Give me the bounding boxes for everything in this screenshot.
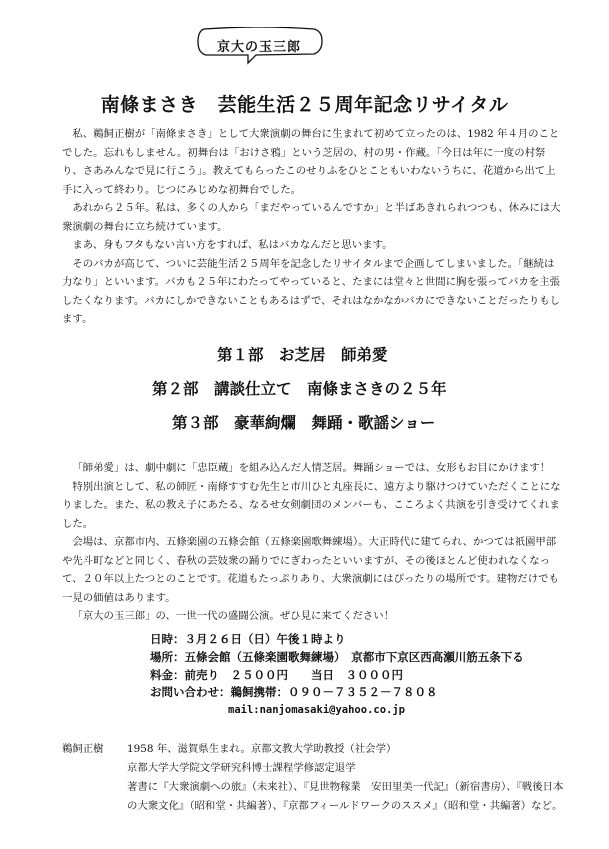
profile-line: 1958 年、滋賀県生まれ。京都文教大学助教授（社会学）: [127, 743, 397, 755]
details-paragraph: 会場は、京都市内、五條楽園の五條会館（五條楽園歌舞練場）。大正時代に建てられ、かつては祇園甲部や先斗町などと同じく、春秋の芸妓衆の踊りでにぎわったといいますが、その後ほとんど使われなくなって、２０年以上たつとのことです。花道もたっぷりあり、大衆演劇にはぴったりの場所です。建物だけでも一見の価値はあります。: [62, 536, 559, 604]
program-part-3: 第３部 豪華絢爛 舞踊・歌謡ショー: [172, 414, 436, 432]
event-price: 料金：前売り ２５００円 当日 ３０００円: [150, 667, 403, 682]
details-paragraph: 「京大の玉三郎」の、一世一代の盛闘公演。ぜひ見に来てください！: [72, 610, 395, 622]
intro-paragraph: まあ、身もフタもない言い方をすれば、私はバカなんだと思います。: [72, 239, 393, 251]
intro-section: [62, 125, 562, 329]
performer-profile: [62, 740, 572, 816]
subtitle-bubble: [196, 27, 326, 65]
event-date: 日時：３月２６日（日）午後１時より: [150, 632, 346, 646]
program-part-2: 第２部 講談仕立て 南條まさきの２５年: [152, 380, 447, 398]
details-paragraph: 「師弟愛」は、劇中劇に「忠臣蔵」を組み込んだ人情芝居。舞踊ショーでは、女形もお目にかけます！: [72, 462, 551, 474]
contact-email[interactable]: mail:nanjomasaki@yahoo.co.jp: [228, 704, 406, 717]
event-venue: 場所：五條会館（五條楽園歌舞練場） 京都市下京区西高瀬川筋五条下る: [150, 649, 524, 664]
profile-line: 京都大学大学院文学研究科博士課程学修認定退学: [127, 762, 356, 774]
program-part-1: 第１部 お芝居 師弟愛: [217, 346, 388, 364]
intro-paragraph: そのバカが高じて、ついに芸能生活２５周年を記念したリサイタルまで企画してしまいました。「継続は力なり」といいます。バカも２５年にわたってやっていると、たまには堂々と世間に胸を張ってバカを主張したくなります。バカにしかできないこともあるはずで、それはなかなかバカにできないことだったりもします。: [62, 257, 561, 325]
intro-paragraph: 私、鵜飼正樹が「南條まさき」として大衆演劇の舞台に生まれて初めて立ったのは、1982 年４月のことでした。忘れもしません。初舞台は「おけさ鴉」という芝居の、村の男・作蔵。「今日は年に一度の村祭り、さあみんなで見に行こう」。教えてもらったこのせりふをひとこともいわないうちに、花道から出て上手に入って終わり。じつにみじめな初舞台でした。: [62, 128, 560, 196]
profile-body: [127, 740, 572, 816]
profile-line: 著書に『大衆演劇への旅』（未来社）、『見世物稼業 安田里美一代記』（新宿書房）、『戦後日本の大衆文化』（昭和堂・共編著）、『京都フィールドワークのススメ』（昭和堂・共編著）など。: [127, 781, 564, 812]
bubble-text: 京大の玉三郎: [216, 40, 301, 55]
details-paragraph: 特別出演として、私の師匠・南條すすむ先生と市川ひと丸座長に、遠方より駆けつけていただくことになりました。また、私の教え子にあたる、なるせ女剣劇団のメンバーも、こころよく共演を引き受けてくれました。: [62, 480, 561, 530]
page-title: 南條まさき 芸能生活２５周年記念リサイタル: [100, 94, 509, 116]
intro-paragraph: あれから２５年。私は、多くの人から「まだやっているんですか」と半ばあきれられつつも、休みには大衆演劇の舞台に立ち続けています。: [62, 202, 561, 233]
details-section: [62, 459, 562, 626]
event-contact: お問い合わせ：鵜飼携帯：０９０－７３５２－７８０８: [150, 685, 438, 700]
profile-name: 鵜飼正樹: [62, 743, 104, 755]
event-info: [150, 631, 590, 720]
